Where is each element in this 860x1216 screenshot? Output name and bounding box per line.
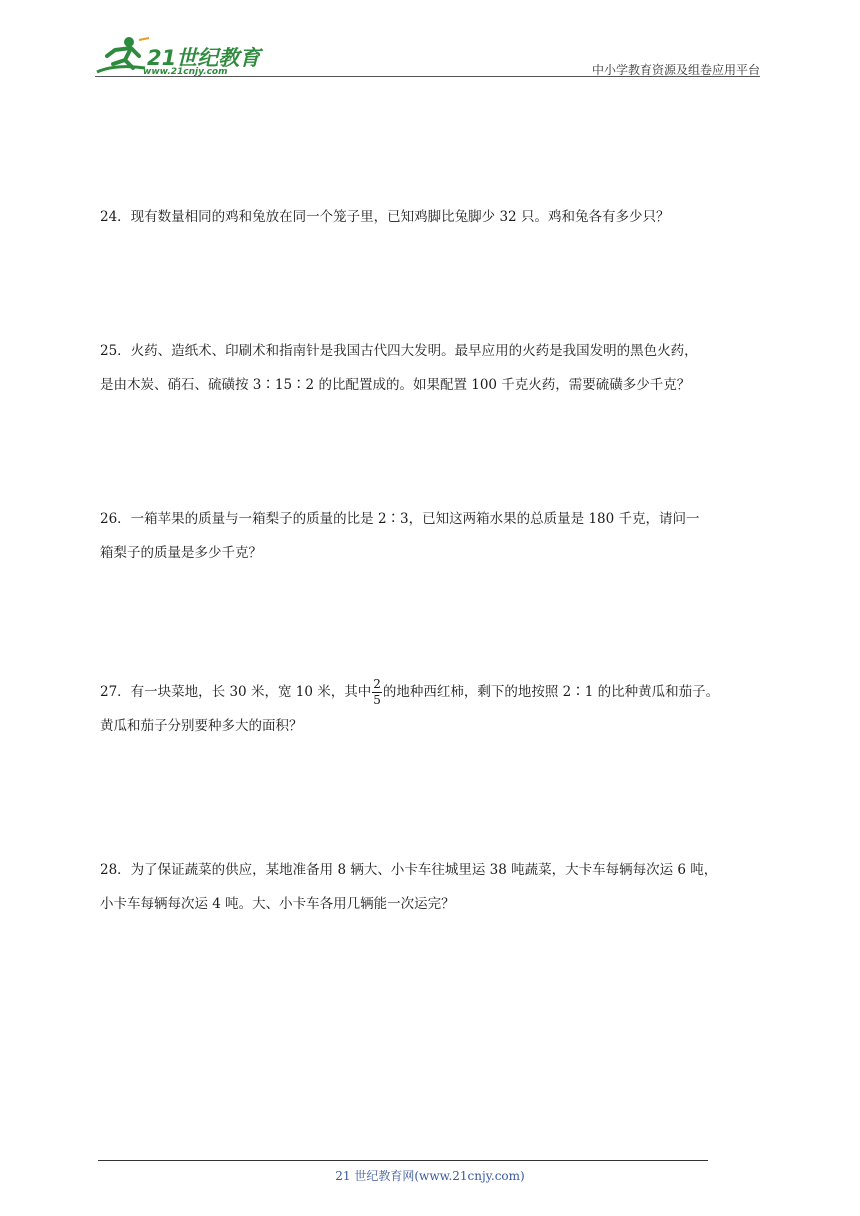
logo-text: 21世纪教育 [147, 46, 261, 70]
question-line: 25．火药、造纸术、印刷术和指南针是我国古代四大发明。最早应用的火药是我国发明的黑色火药， [100, 343, 698, 359]
question-24 [100, 200, 762, 234]
question-line: 28．为了保证蔬菜的供应，某地准备用 8 辆大、小卡车往城里运 38 吨蔬菜，大卡车每辆每次运 6 吨， [100, 862, 718, 878]
question-28 [100, 853, 762, 921]
question-27 [100, 675, 762, 743]
question-text: 27．有一块菜地，长 30 米，宽 10 米，其中 [100, 684, 372, 700]
question-25 [100, 334, 762, 402]
question-line: 箱梨子的质量是多少千克？ [100, 545, 262, 561]
question-line: 是由木炭、硝石、硫磺按 3∶15∶2 的比配置成的。如果配置 100 千克火药，需要硫磺多少千克？ [100, 377, 691, 393]
header-divider [95, 76, 760, 77]
fraction [372, 677, 382, 708]
site-logo[interactable] [95, 34, 265, 80]
fraction-numerator: 2 [373, 677, 381, 691]
question-26 [100, 502, 762, 570]
question-text: 的地种西红柿，剩下的地按照 2∶1 的比种黄瓜和茄子。 [382, 684, 720, 700]
question-line: 小卡车每辆每次运 4 吨。大、小卡车各用几辆能一次运完？ [100, 896, 455, 912]
page-header [95, 28, 760, 80]
question-line: 26．一箱苹果的质量与一箱梨子的质量的比是 2∶3，已知这两箱水果的总质量是 180 千克，请问一 [100, 511, 700, 527]
question-line [100, 675, 762, 709]
platform-label: 中小学教育资源及组卷应用平台 [591, 63, 760, 77]
footer-divider [98, 1160, 708, 1161]
question-line: 黄瓜和茄子分别要种多大的面积？ [100, 718, 303, 734]
fraction-denominator: 5 [373, 693, 381, 707]
question-line: 24．现有数量相同的鸡和兔放在同一个笼子里，已知鸡脚比兔脚少 32 只。鸡和兔各有多少只？ [100, 209, 670, 225]
footer-link[interactable]: 21 世纪教育网(www.21cnjy.com) [335, 1169, 525, 1183]
logo-url: www.21cnjy.com [143, 67, 228, 77]
